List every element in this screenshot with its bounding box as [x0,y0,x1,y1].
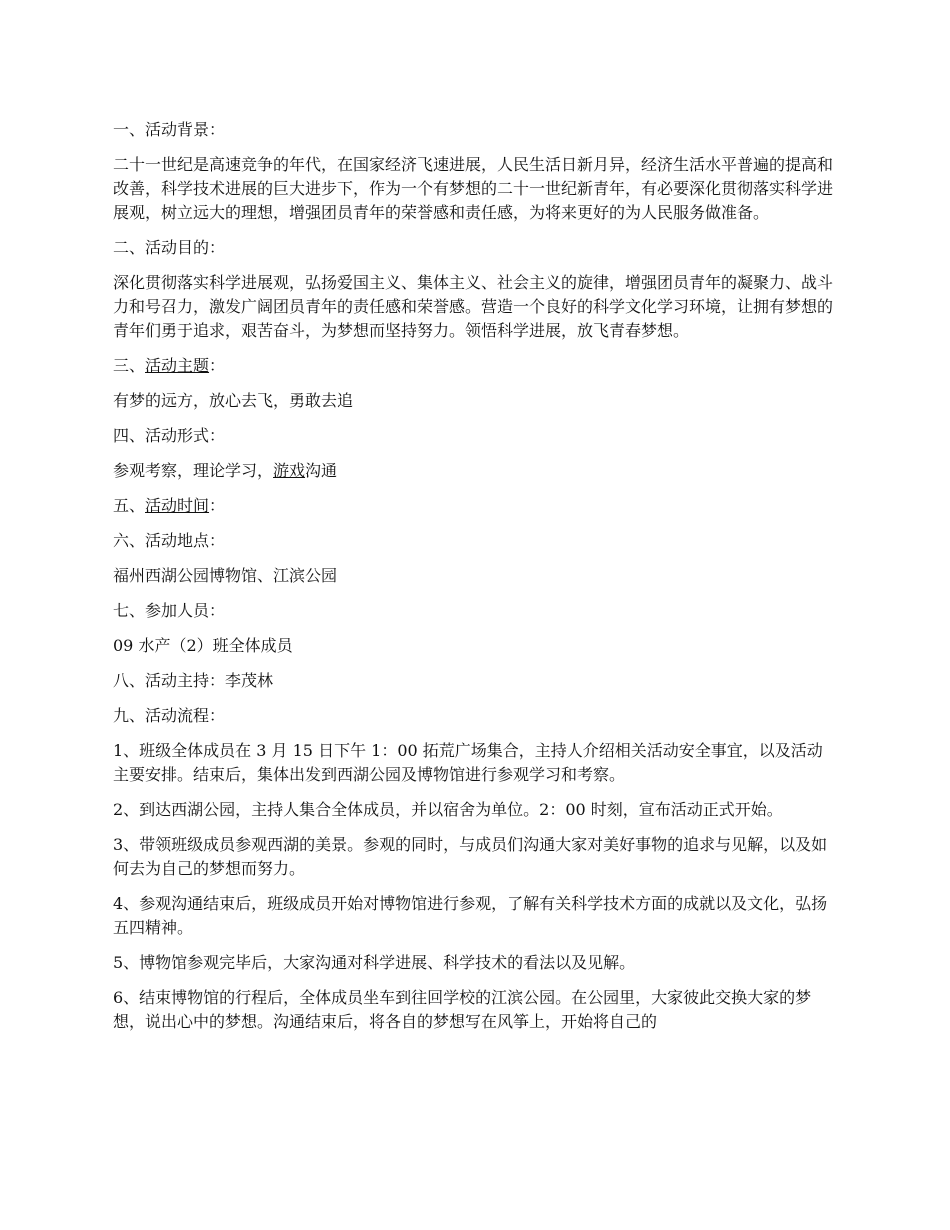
form-text [113,459,838,483]
purpose-text: 深化贯彻落实科学进展观，弘扬爱国主义、集体主义、社会主义的旋律，增强团员青年的凝聚力、战斗力和号召力，激发广阔团员青年的责任感和荣誉感。营造一个良好的科学文化学习环境，让拥有梦想的青年们勇于追求，艰苦奋斗，为梦想而坚持努力。领悟科学进展，放飞青春梦想。 [113,273,834,340]
process-step: 2、到达西湖公园，主持人集合全体成员，并以宿舍为单位。2：00 时刻，宣布活动正式开始。 [113,800,783,819]
participants-text: 09 水产（2）班全体成员 [113,636,293,655]
time-heading [113,494,838,518]
process-heading: 九、活动流程： [113,706,226,725]
place-heading: 六、活动地点： [113,531,226,550]
theme-heading [113,354,838,378]
time-heading-suffix: ： [209,496,226,515]
form-heading: 四、活动形式： [113,426,226,445]
process-step: 3、带领班级成员参观西湖的美景。参观的同时，与成员们沟通大家对美好事物的追求与见解，以及如何去为自己的梦想而努力。 [113,835,828,878]
theme-text: 有梦的远方，放心去飞，勇敢去追 [113,391,354,410]
form-text-suffix: 沟通 [305,461,338,480]
theme-heading-prefix: 三、 [113,356,146,375]
theme-heading-link[interactable]: 活动主题 [145,356,210,375]
document-page [113,118,838,1045]
form-text-link[interactable]: 游戏 [273,461,306,480]
theme-heading-suffix: ： [209,356,226,375]
process-step: 5、博物馆参观完毕后，大家沟通对科学进展、科学技术的看法以及见解。 [113,953,636,972]
purpose-heading: 二、活动目的： [113,238,226,257]
participants-heading: 七、参加人员： [113,601,226,620]
process-step: 6、结束博物馆的行程后，全体成员坐车到往回学校的江滨公园。在公园里，大家彼此交换大家的梦想，说出心中的梦想。沟通结束后，将各自的梦想写在风筝上，开始将自己的 [113,988,812,1031]
background-heading: 一、活动背景： [113,120,226,139]
process-step: 1、班级全体成员在 3 月 15 日下午 1：00 拓荒广场集合，主持人介绍相关活动安全事宜，以及活动主要安排。结束后，集体出发到西湖公园及博物馆进行参观学习和考察。 [113,741,823,784]
time-heading-link[interactable]: 活动时间 [145,496,210,515]
time-heading-prefix: 五、 [113,496,146,515]
background-text: 二十一世纪是高速竞争的年代，在国家经济飞速进展，人民生活日新月异，经济生活水平普遍的提高和改善，科学技术进展的巨大进步下，作为一个有梦想的二十一世纪新青年，有必要深化贯彻落实科学进展观，树立远大的理想，增强团员青年的荣誉感和责任感，为将来更好的为人民服务做准备。 [113,155,834,222]
form-text-prefix: 参观考察，理论学习， [113,461,274,480]
process-step: 4、参观沟通结束后，班级成员开始对博物馆进行参观，了解有关科学技术方面的成就以及文化，弘扬五四精神。 [113,894,828,937]
host-heading: 八、活动主持：李茂林 [113,671,274,690]
place-text: 福州西湖公园博物馆、江滨公园 [113,566,338,585]
